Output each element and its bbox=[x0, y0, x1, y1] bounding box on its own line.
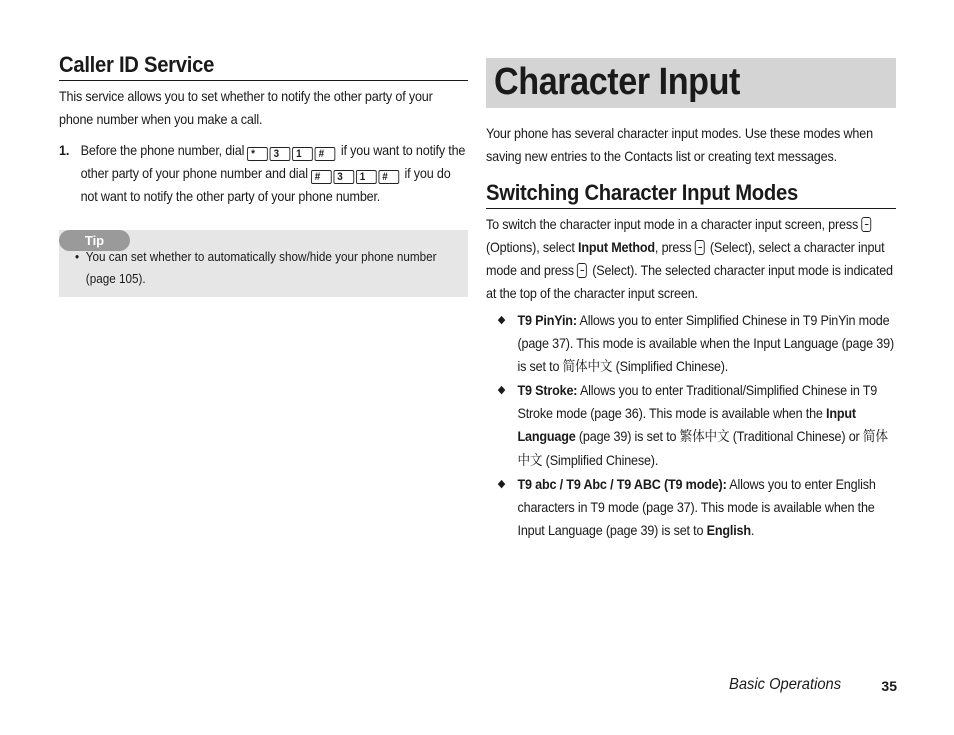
list-item: ◆ T9 Stroke: Allows you to enter Traditional/Simplified Chinese in T9 Stroke mode (page 36). This mode is available when the Input Language (page 39) is set to 繁体中文 (Traditional Chinese) or 简体中文 (Simplified Chinese). bbox=[486, 379, 896, 473]
left-softkey-icon bbox=[695, 240, 705, 255]
chapter-title-bar bbox=[486, 58, 896, 108]
left-column bbox=[59, 52, 468, 297]
step-number: 1. bbox=[59, 142, 70, 158]
one-key-icon: 1 bbox=[356, 170, 377, 184]
diamond-bullet-icon: ◆ bbox=[497, 314, 506, 326]
caller-id-intro: This service allows you to set whether to notify the other party of your phone number when you make a call. bbox=[59, 88, 433, 127]
caller-id-step bbox=[59, 139, 468, 208]
hash-key-icon: # bbox=[315, 147, 336, 161]
list-item: ◆ T9 PinYin: Allows you to enter Simplified Chinese in T9 PinYin mode (page 37). This mode is available when the Input Language (page 39) is set to 简体中文 (Simplified Chinese). bbox=[486, 309, 896, 379]
diamond-bullet-icon: ◆ bbox=[497, 478, 506, 490]
character-input-intro: Your phone has several character input modes. Use these modes when saving new entries to the Contacts list or creating text messages. bbox=[486, 125, 873, 164]
tip-box bbox=[59, 230, 468, 297]
footer-section-name: Basic Operations bbox=[729, 676, 842, 693]
page-number: 35 bbox=[881, 678, 897, 694]
page-footer bbox=[729, 676, 897, 700]
bullet-dot-icon: • bbox=[75, 249, 80, 264]
three-key-icon: 3 bbox=[270, 147, 291, 161]
tip-text: You can set whether to automatically show/hide your phone number (page 105). bbox=[85, 249, 437, 286]
one-key-icon: 1 bbox=[293, 147, 314, 161]
caller-id-title: Caller ID Service bbox=[59, 52, 215, 77]
hash-key-icon: # bbox=[311, 170, 332, 184]
switching-section-header bbox=[486, 180, 896, 209]
step-text: Before the phone number, dial * 3 1 # if you want to notify the other party of your phone number and dial # 3 1 # if you do not want to notify the other party of your phone number. bbox=[80, 142, 466, 204]
tip-badge: Tip bbox=[59, 230, 130, 251]
right-column bbox=[486, 58, 896, 542]
switching-paragraph: To switch the character input mode in a character input screen, press (Options), select Input Method, press (Select), select a character input mode and press (Select). The selected character input mode is indicated at the top of the character input screen. bbox=[486, 216, 893, 301]
diamond-bullet-icon: ◆ bbox=[497, 384, 506, 396]
star-key-icon: * bbox=[248, 147, 269, 161]
chapter-title: Character Input bbox=[494, 61, 740, 103]
switching-title: Switching Character Input Modes bbox=[486, 180, 798, 205]
three-key-icon: 3 bbox=[334, 170, 355, 184]
list-item: ◆ T9 abc / T9 Abc / T9 ABC (T9 mode): Allows you to enter English characters in T9 mode (page 37). This mode is available when the Input Language (page 39) is set to English. bbox=[486, 473, 896, 542]
hash-key-icon: # bbox=[379, 170, 400, 184]
input-mode-list bbox=[486, 309, 896, 542]
left-softkey-icon bbox=[861, 217, 871, 232]
left-softkey-icon bbox=[577, 263, 587, 278]
caller-id-section-header bbox=[59, 52, 468, 81]
